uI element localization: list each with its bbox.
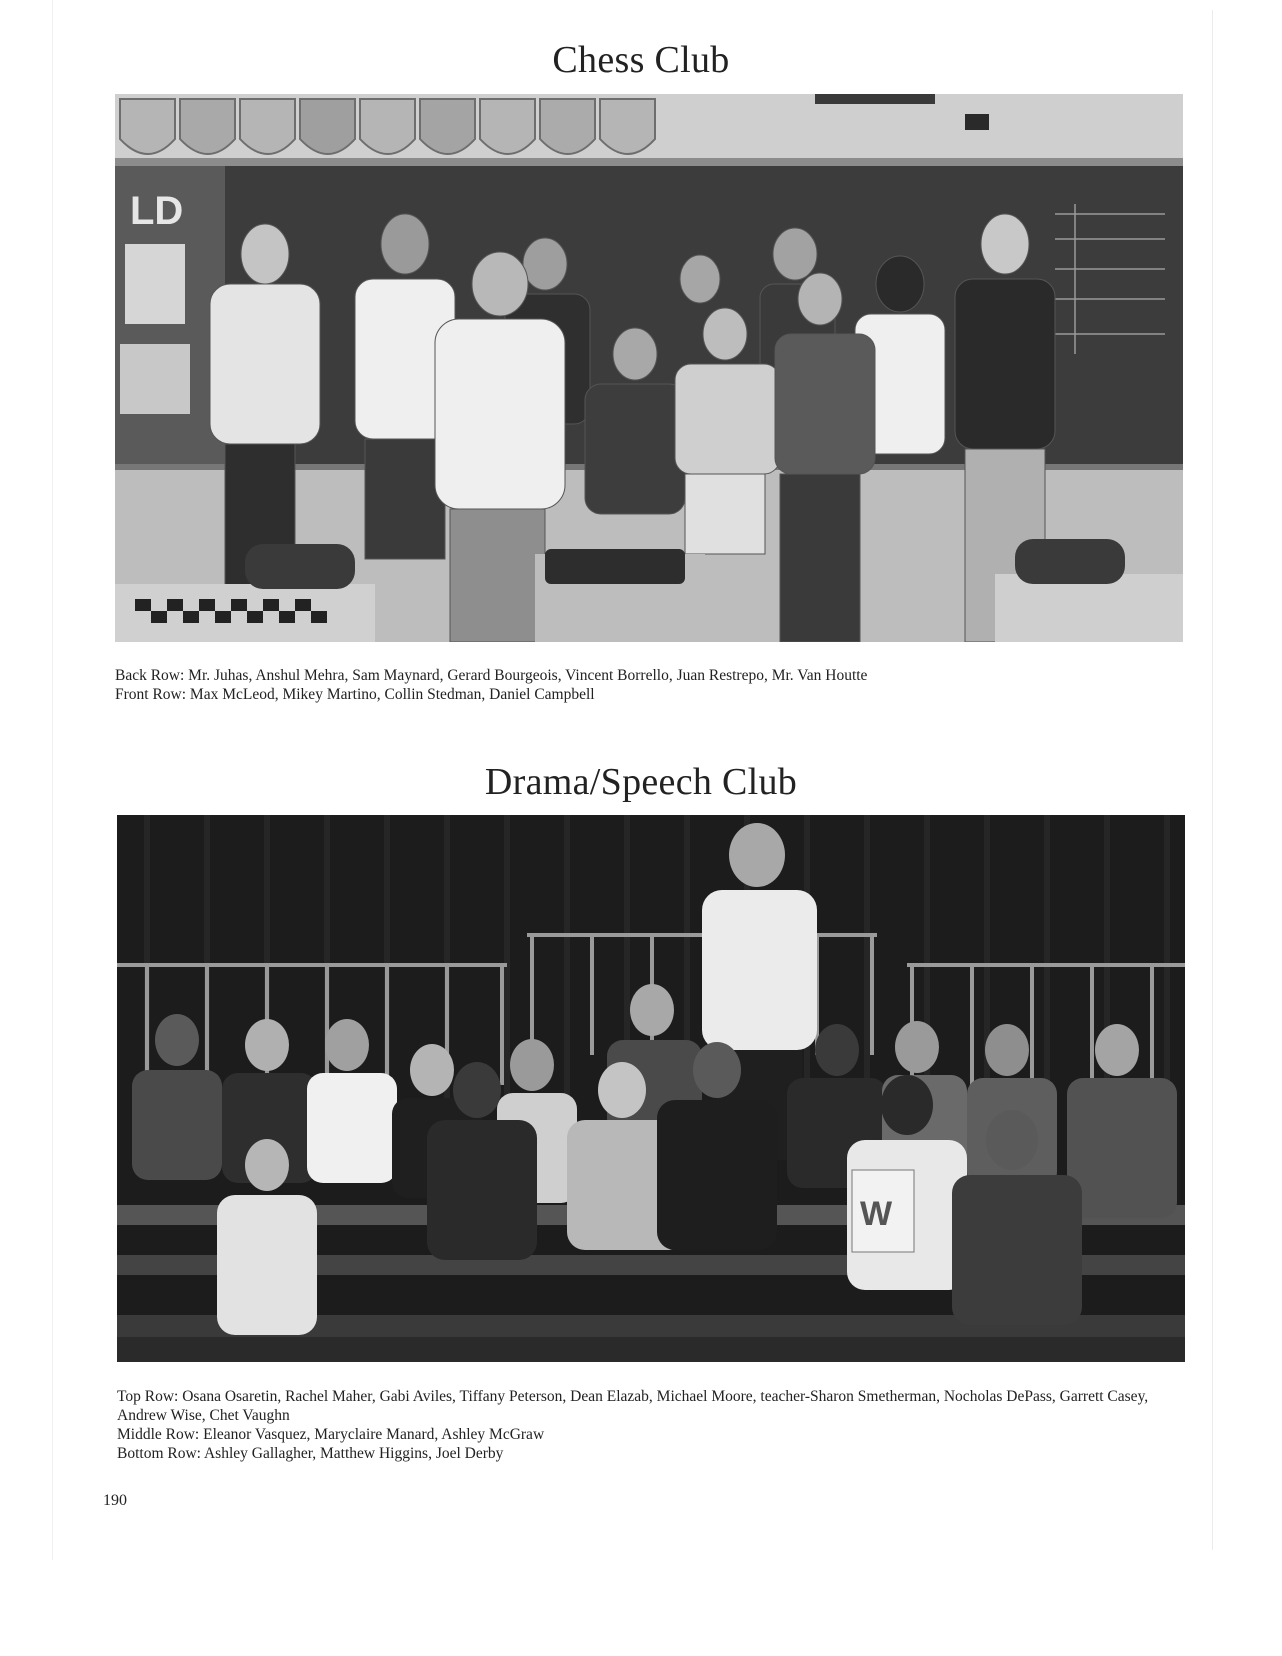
chess-club-caption [115, 666, 867, 704]
drama-speech-club-caption [117, 1387, 1197, 1463]
chess-front-row-caption: Front Row: Max McLeod, Mikey Martino, Collin Stedman, Daniel Campbell [115, 686, 595, 703]
chess-club-photo [115, 94, 1183, 642]
page-number: 190 [103, 1492, 127, 1509]
svg-text:LD: LD [130, 189, 184, 233]
drama-bottom-row-caption: Bottom Row: Ashley Gallagher, Matthew Higgins, Joel Derby [117, 1445, 504, 1462]
svg-text:W: W [860, 1195, 893, 1233]
drama-speech-club-photo [117, 815, 1185, 1362]
drama-top-row-caption: Top Row: Osana Osaretin, Rachel Maher, Gabi Aviles, Tiffany Peterson, Dean Elazab, Michael Moore, teacher-Sharon Smetherman, Nocholas DePass, Garrett Casey, Andrew Wise, Chet Vaughn [117, 1388, 1149, 1424]
chess-back-row-caption: Back Row: Mr. Juhas, Anshul Mehra, Sam Maynard, Gerard Bourgeois, Vincent Borrello, Juan Restrepo, Mr. Van Houtte [115, 667, 868, 684]
drama-speech-club-title: Drama/Speech Club [484, 761, 798, 803]
chess-club-title: Chess Club [552, 39, 730, 81]
drama-middle-row-caption: Middle Row: Eleanor Vasquez, Maryclaire Manard, Ashley McGraw [117, 1426, 545, 1443]
